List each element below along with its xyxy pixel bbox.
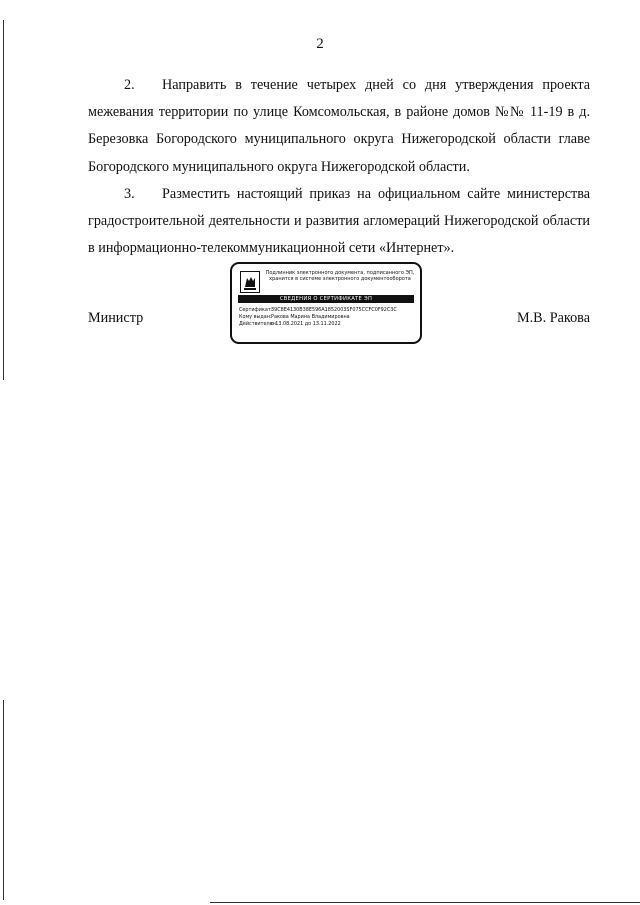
page-number: 2 — [316, 36, 324, 52]
issued-to-label: Кому выдан: — [239, 314, 272, 320]
stamp-note: Подлинник электронного документа, подписанного ЭП, хранится в системе электронного документооборота — [265, 270, 415, 282]
paragraph-text: Направить в течение четырех дней со дня утверждения проекта межевания территории по улице Комсомольская, в районе домов №№ 11-19 в д. Березовка Богородского муниципального округа Нижегородской области главе Богородского муниципального округа Нижегородской области. — [88, 77, 590, 175]
issued-to-row — [239, 314, 417, 321]
validity-row — [239, 321, 417, 328]
paragraph-2 — [88, 72, 590, 181]
scan-margin-line — [3, 20, 4, 380]
paragraph-number: 3. — [124, 185, 135, 202]
electronic-signature-stamp — [230, 262, 422, 344]
document-body — [88, 72, 590, 262]
certificate-label: Сертификат: — [239, 307, 273, 313]
certificate-row — [239, 307, 417, 314]
signer-name: М.В. Ракова — [517, 310, 590, 326]
coat-of-arms-icon — [240, 271, 260, 293]
paragraph-number: 2. — [124, 77, 135, 93]
issued-to-value: Ракова Марина Владимировна — [271, 314, 350, 320]
scan-bottom-line — [210, 902, 640, 903]
signer-title: Министр — [88, 310, 144, 326]
scan-margin-line — [3, 700, 4, 900]
paragraph-text: Разместить настоящий приказ на официальном сайте министерства градостроительной деятельности и развития агломераций Нижегородской области в информационно-телекоммуникационной сети «Интернет». — [88, 185, 590, 257]
certificate-details — [239, 307, 417, 328]
paragraph-3 — [88, 181, 590, 263]
valid-value: с 13.08.2021 до 13.11.2022 — [271, 321, 341, 327]
valid-label: Действителен: — [239, 321, 278, 327]
stamp-banner: СВЕДЕНИЯ О СЕРТИФИКАТЕ ЭП — [238, 295, 414, 303]
certificate-value: 39C8E4130B38E596A1852003SF075CCFC0F92C3C — [271, 307, 397, 313]
signature-block — [88, 268, 590, 348]
